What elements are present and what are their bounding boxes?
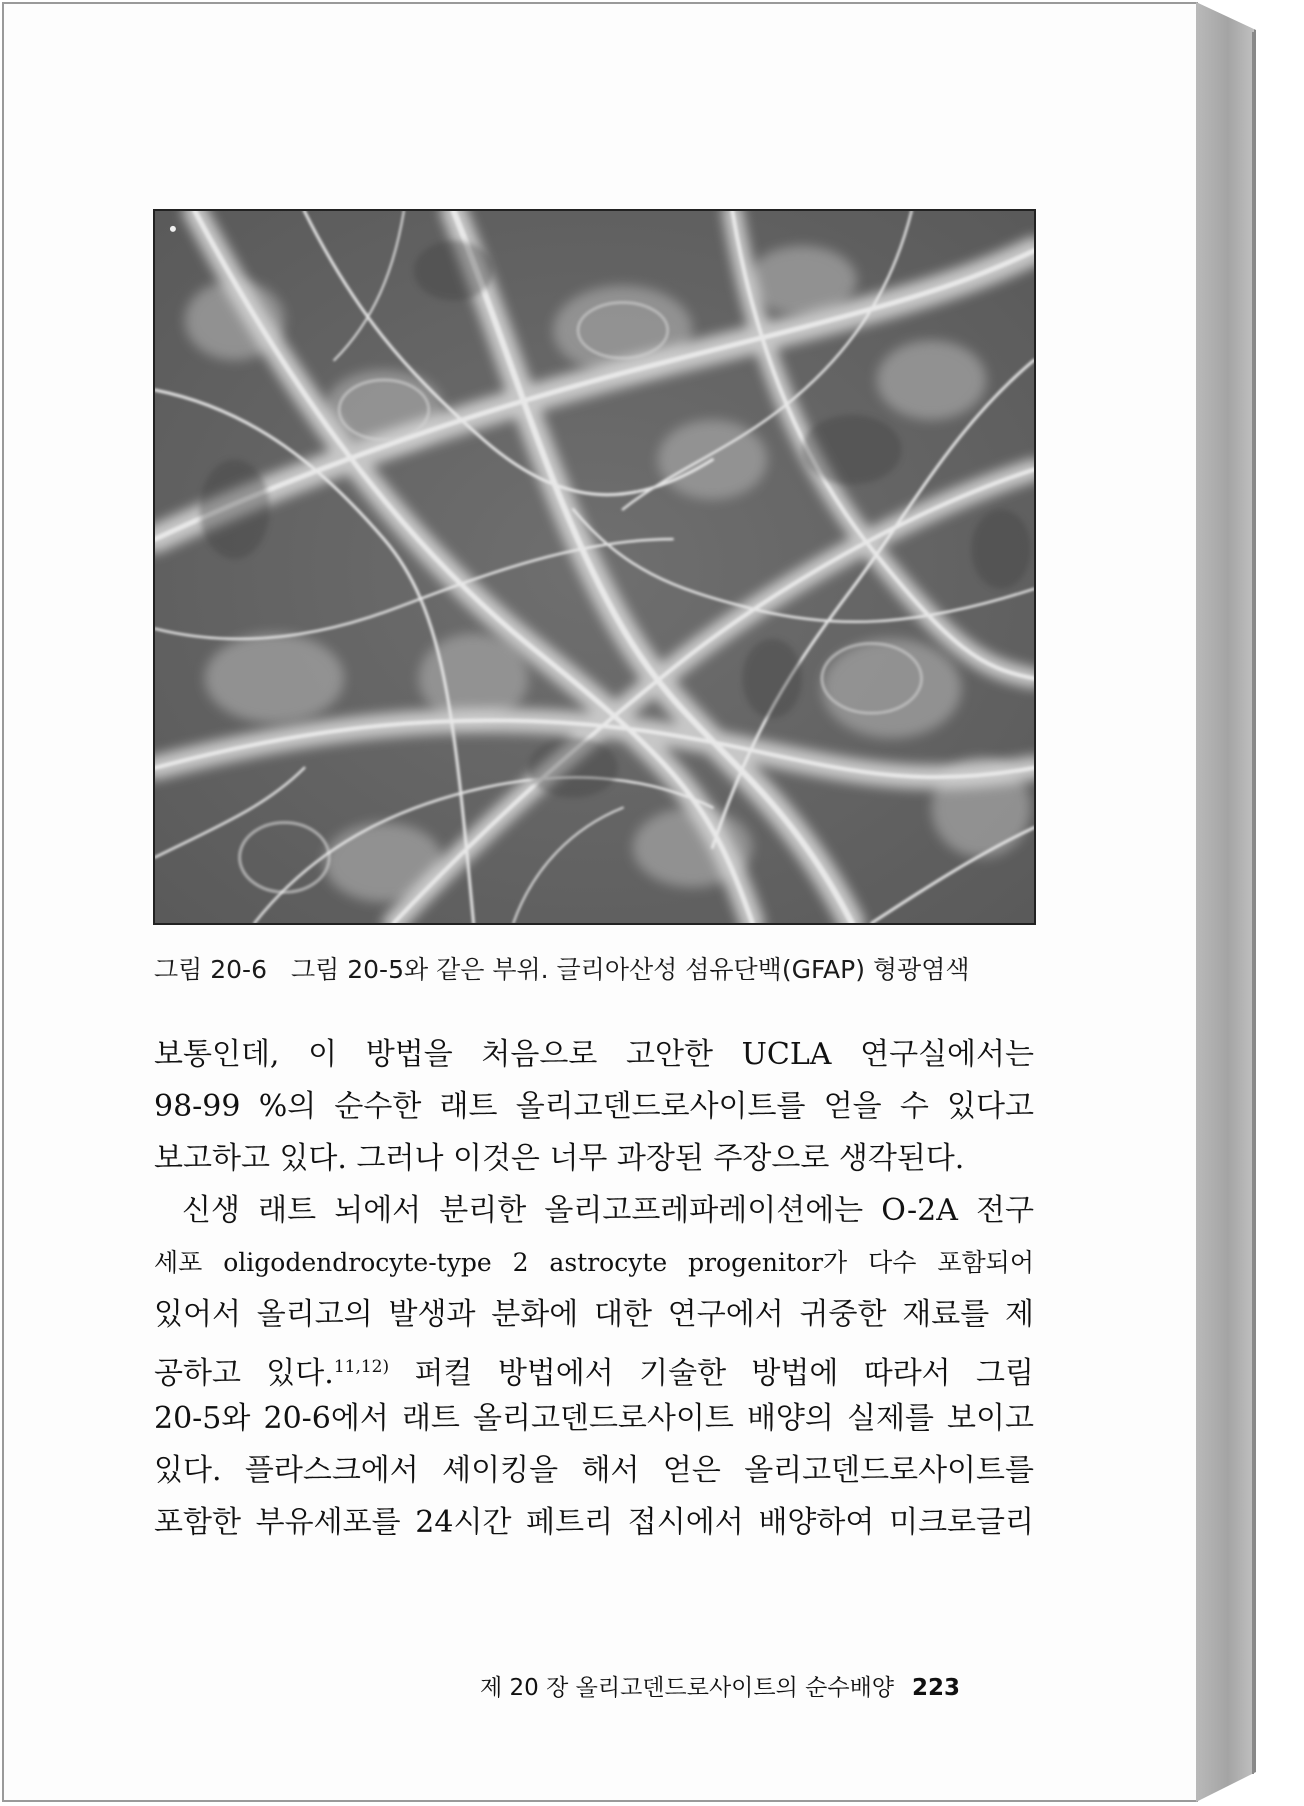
- text-line: 신생 래트 뇌에서 분리한 올리고프레파레이션에는 O-2A 전구: [182, 1193, 1034, 1228]
- spine-outline: [1252, 32, 1254, 1774]
- body-text: [154, 1029, 1034, 1549]
- text-line: 98-99 %의 순수한 래트 올리고덴드로사이트를 얻을 수 있다고: [154, 1089, 1034, 1124]
- text-segment: [154, 1356, 1034, 1391]
- text-line: 보통인데, 이 방법을 처음으로 고안한 UCLA 연구실에서는: [154, 1037, 1034, 1072]
- micrograph-illustration: [155, 211, 1034, 923]
- text-line: 세포 oligodendrocyte-type 2 astrocyte progenitor가 다수 포함되어: [154, 1248, 1034, 1277]
- text-line: 있다. 플라스크에서 셰이킹을 해서 얻은 올리고덴드로사이트를: [154, 1453, 1034, 1488]
- text-segment-before: 공하고 있다.: [154, 1356, 334, 1391]
- text-line: 보고하고 있다. 그러나 이것은 너무 과장된 주장으로 생각된다.: [154, 1141, 965, 1176]
- figure-caption-text: 그림 20-5와 같은 부위. 글리아산성 섬유단백(GFAP) 형광염색: [291, 955, 970, 984]
- chapter-title: 제 20 장 올리고덴드로사이트의 순수배양: [480, 1675, 894, 1701]
- text-line-with-citation: [154, 1341, 1034, 1393]
- book-page: [2, 2, 1198, 1802]
- book-spine-edge: [1196, 2, 1256, 1802]
- text-segment-after: 퍼컬 방법에서 기술한 방법에 따라서 그림: [389, 1356, 1034, 1391]
- gfap-micrograph-image: [153, 209, 1036, 925]
- page-number: 223: [912, 1675, 961, 1701]
- running-footer: [480, 1669, 1010, 1702]
- text-line: 있어서 올리고의 발생과 분화에 대한 연구에서 귀중한 재료를 제: [154, 1297, 1034, 1332]
- figure-label: 그림 20-6: [154, 955, 267, 984]
- figure-caption: [154, 950, 1034, 986]
- citation-superscript: 11,12): [333, 1357, 390, 1377]
- text-line: 포함한 부유세포를 24시간 페트리 접시에서 배양하여 미크로글리: [154, 1505, 1034, 1540]
- text-line: 20-5와 20-6에서 래트 올리고덴드로사이트 배양의 실제를 보이고: [154, 1401, 1034, 1436]
